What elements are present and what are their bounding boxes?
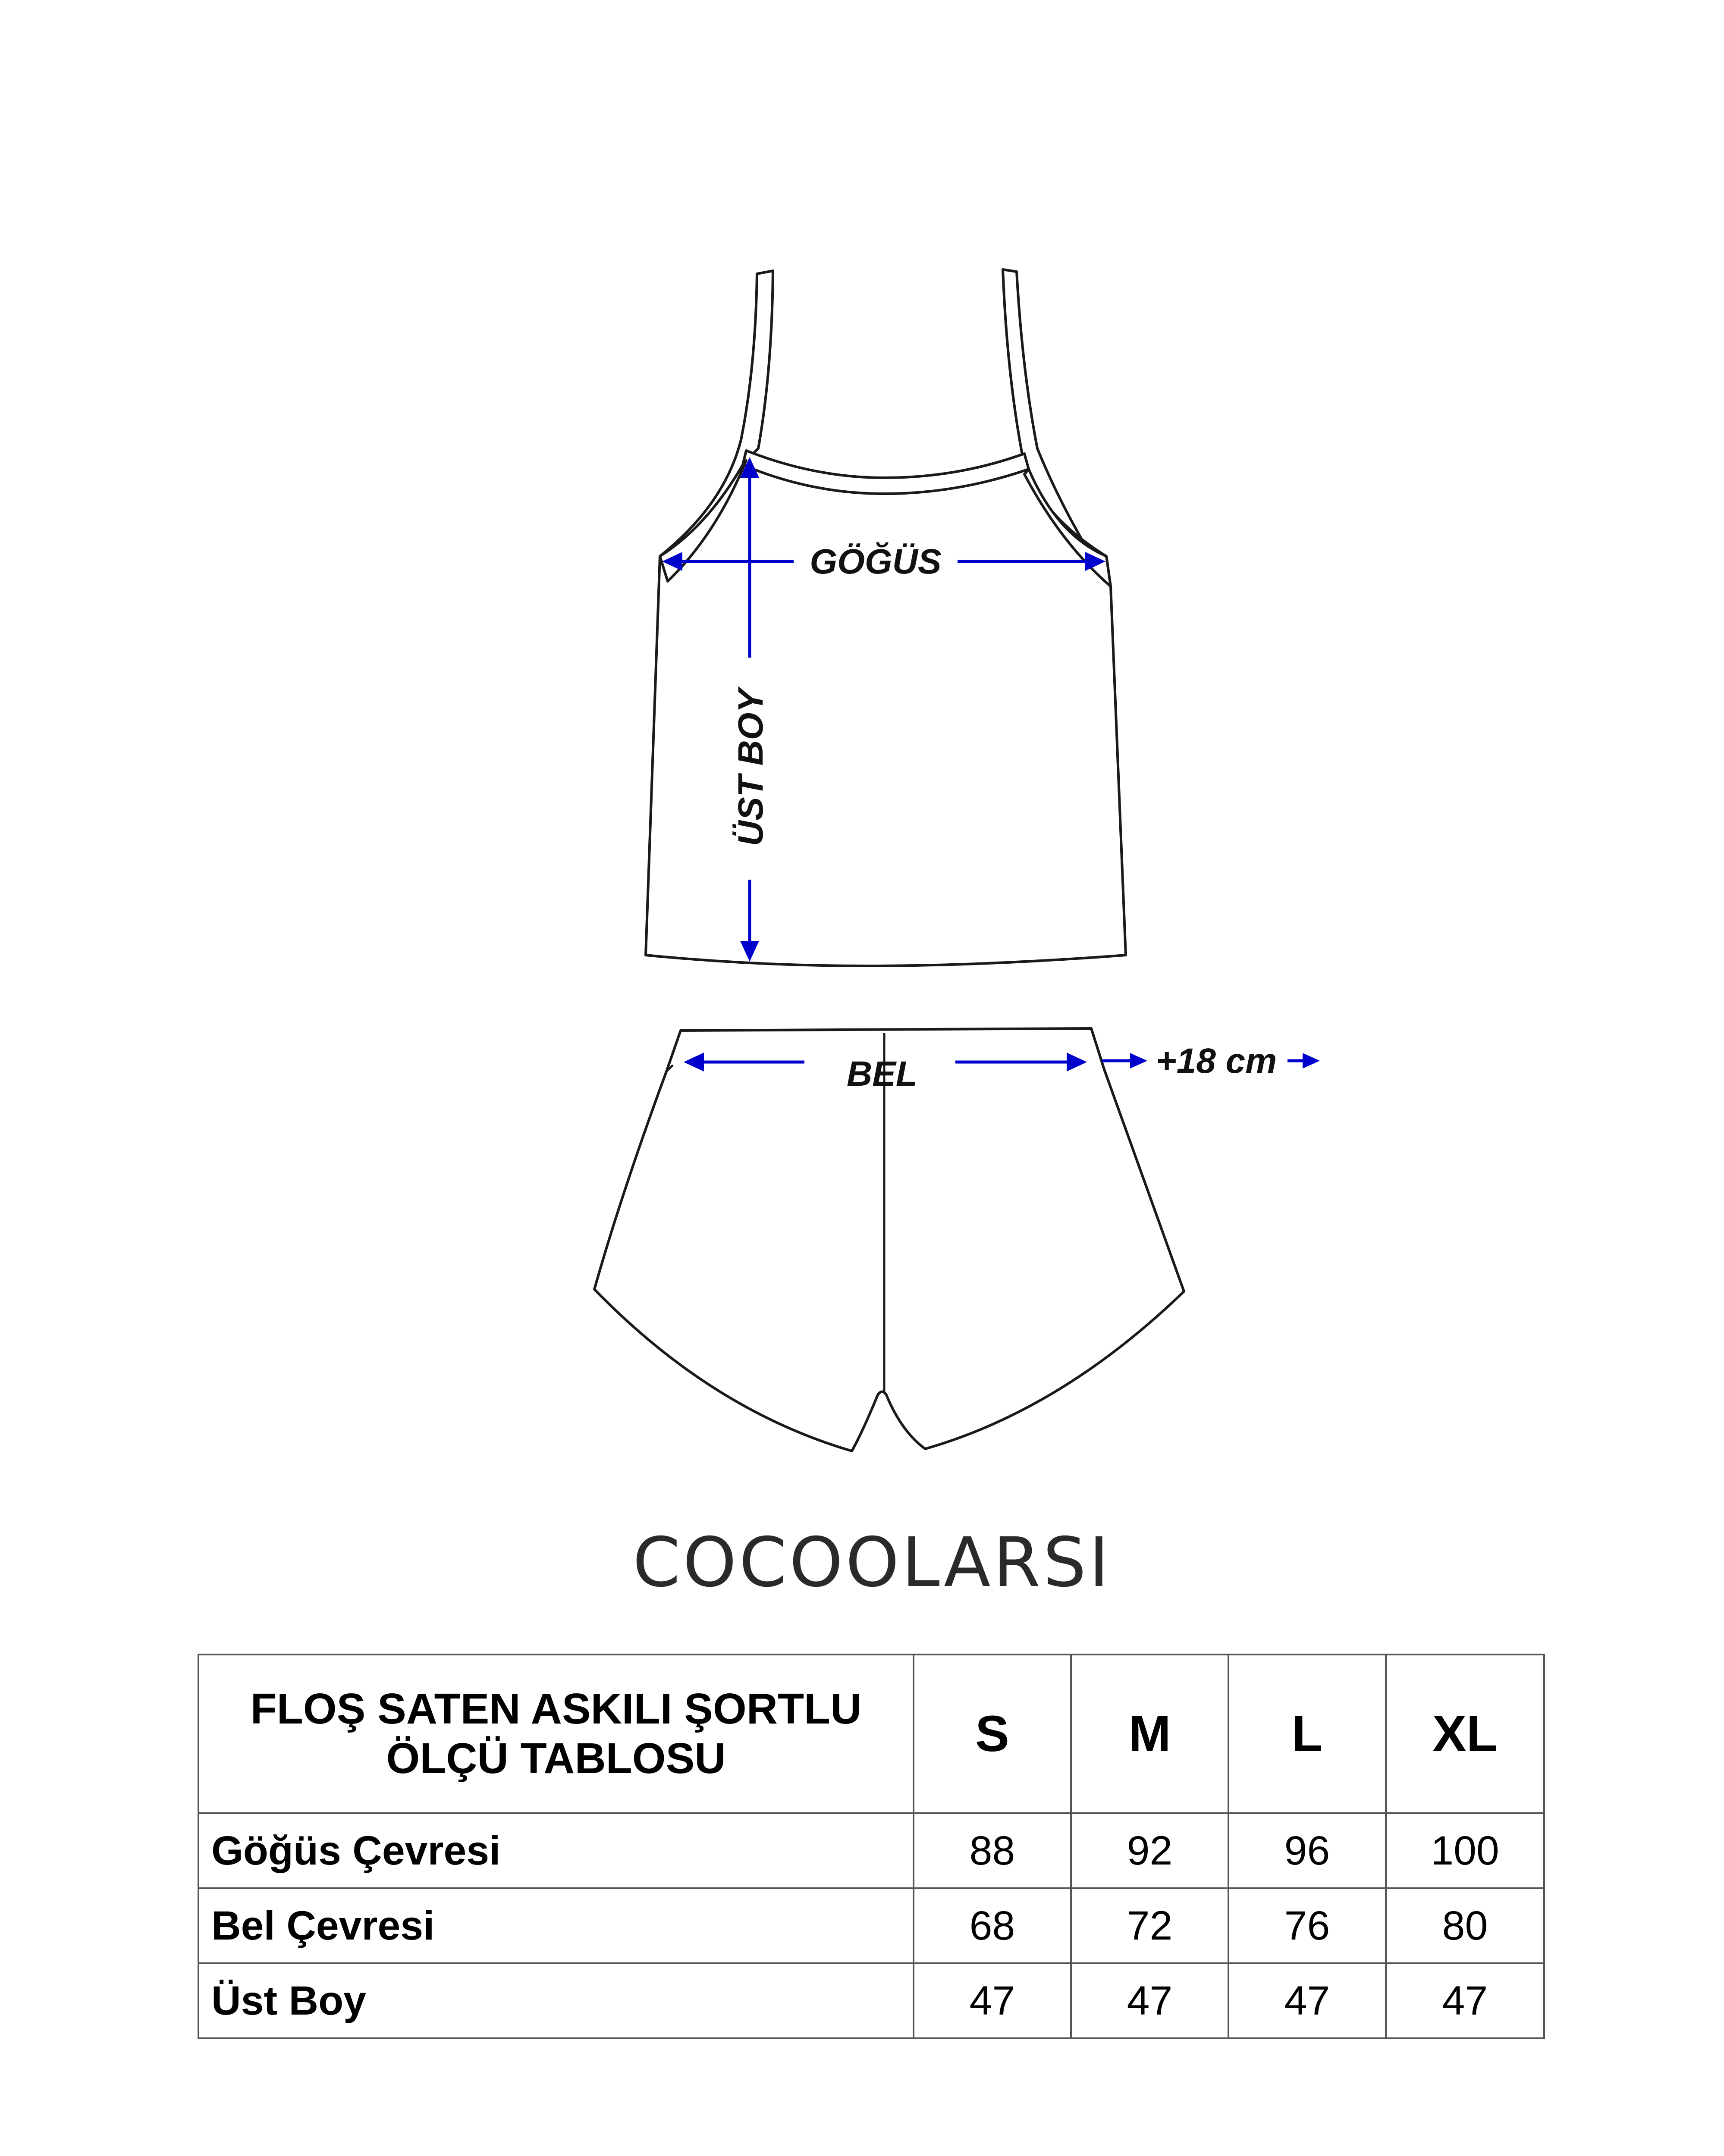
product-title-line2: ÖLÇÜ TABLOSU — [386, 1734, 726, 1783]
row-label: Üst Boy — [198, 1963, 914, 2038]
camisole-body — [646, 461, 1126, 966]
table-cell: 92 — [1071, 1813, 1228, 1888]
table-cell: 47 — [1071, 1963, 1228, 2038]
table-cell: 68 — [914, 1888, 1071, 1963]
camisole-drawing — [646, 270, 1126, 966]
size-header-l: L — [1228, 1655, 1386, 1813]
table-cell: 47 — [1228, 1963, 1386, 2038]
table-cell: 47 — [1386, 1963, 1544, 2038]
size-table-header — [198, 1655, 1544, 1813]
waist-label: BEL — [847, 1054, 917, 1094]
table-cell: 76 — [1228, 1888, 1386, 1963]
size-header-s: S — [914, 1655, 1071, 1813]
table-row-waist — [198, 1888, 1544, 1963]
size-header-m: M — [1071, 1655, 1228, 1813]
table-cell: 100 — [1386, 1813, 1544, 1888]
brand-logo: COCOOLARSI — [632, 1523, 1112, 1602]
top-length-label: ÜST BOY — [731, 689, 770, 846]
chest-label: GÖĞÜS — [810, 542, 942, 581]
row-label: Göğüs Çevresi — [198, 1813, 914, 1888]
product-title-cell — [198, 1655, 914, 1813]
table-row-chest — [198, 1813, 1544, 1888]
table-cell: 72 — [1071, 1888, 1228, 1963]
table-cell: 88 — [914, 1813, 1071, 1888]
table-cell: 47 — [914, 1963, 1071, 2038]
size-header-xl: XL — [1386, 1655, 1544, 1813]
product-title-line1: FLOŞ SATEN ASKILI ŞORTLU — [250, 1685, 862, 1733]
row-label: Bel Çevresi — [198, 1888, 914, 1963]
table-cell: 80 — [1386, 1888, 1544, 1963]
size-table — [198, 1654, 1545, 2039]
stretch-label: +18 cm — [1156, 1041, 1277, 1081]
table-cell: 96 — [1228, 1813, 1386, 1888]
table-row-top-length — [198, 1963, 1544, 2038]
